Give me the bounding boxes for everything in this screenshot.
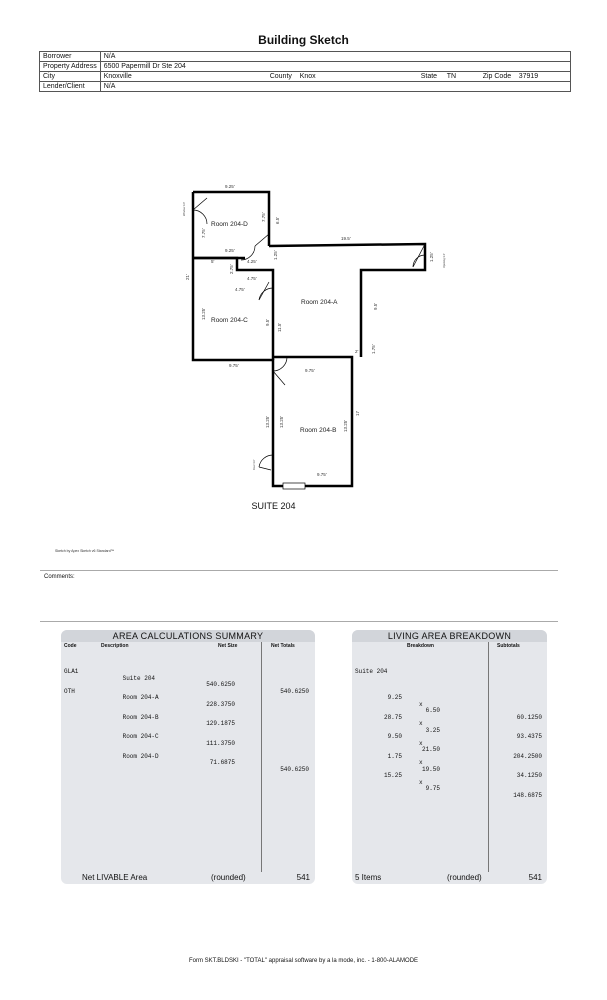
page-title: Building Sketch (258, 33, 349, 47)
living-heading: LIVING AREA BREAKDOWN (352, 630, 547, 642)
dim-c-left: 21' (185, 274, 190, 280)
row-subtotal: 93.4375 (516, 733, 542, 740)
dim-b-17: 17 (355, 410, 360, 416)
table-row (101, 669, 311, 695)
door-swings (193, 198, 425, 489)
row-times: x (419, 778, 423, 786)
code-gla1: GLA1 (64, 668, 79, 675)
row-net: 540.6250 (206, 681, 235, 688)
row-dim-a: 15.25 (383, 772, 402, 779)
row-times: x (419, 720, 423, 727)
area-calc-footer (61, 872, 315, 884)
dim-b-top: 9.75' (305, 368, 315, 373)
row-dim-a: 9.25 (387, 694, 402, 701)
divider (40, 621, 558, 622)
table-row (101, 747, 311, 773)
dim-d-left: 7.75' (201, 228, 206, 238)
row-dim-b: 3.25 (425, 726, 440, 734)
dim-d-right: 7.75' (261, 212, 266, 222)
zip-value: 37919 (516, 72, 571, 82)
rounded-label: (rounded) (211, 873, 246, 882)
dim-c-right: 9.5' (265, 318, 270, 326)
dim-b-1325a: 13.25' (265, 415, 270, 428)
row-dim-b: 19.50 (421, 765, 440, 773)
dim-b-175: 1.75' (371, 344, 376, 354)
comments-label: Comments: (44, 574, 75, 580)
row-times: x (419, 739, 423, 747)
dim-b-bottom: 9.75' (317, 472, 327, 477)
area-rows (101, 656, 311, 773)
dim-d-top: 9.25' (225, 184, 235, 189)
row-dim-a: 1.75 (387, 752, 402, 760)
dim-corr-275: 2.75' (229, 264, 234, 274)
living-rows (355, 656, 545, 799)
zip-label: Zip Code (480, 72, 516, 82)
lender-label: Lender/Client (40, 82, 101, 92)
room-204b-label: Room 204-B (300, 427, 337, 434)
lender-value: N/A (100, 82, 570, 92)
row-dim-a: 28.75 (383, 713, 402, 721)
living-group: Suite 204 (355, 668, 388, 675)
dim-c-475b: 4.75' (235, 287, 245, 292)
sketch-credit: Sketch by Apex Sketch v6 Standard™ (55, 549, 115, 553)
col-subtotals: Subtotals (497, 643, 520, 649)
note-door: Door 3.0' (253, 459, 256, 470)
divider (40, 570, 558, 571)
row-total: 540.6250 (280, 687, 309, 695)
area-codes (64, 656, 78, 708)
dim-a-right-small: 1.25' (273, 250, 278, 260)
borrower-value: N/A (100, 52, 570, 62)
rounded-label: (rounded) (447, 873, 482, 882)
suite-label: SUITE 204 (251, 501, 296, 511)
row-dim-b: 21.50 (421, 746, 440, 753)
living-area-panel (352, 630, 547, 884)
dim-a-right-small-2: 1.25' (429, 252, 434, 262)
row-net: 228.3750 (206, 700, 235, 708)
table-row (101, 689, 311, 708)
row-times: x (419, 759, 423, 766)
row-desc: Room 204-C (122, 733, 159, 740)
state-label: State (418, 72, 444, 82)
col-breakdown: Breakdown (407, 643, 434, 649)
area-calculations-panel (61, 630, 315, 884)
table-row (101, 708, 311, 727)
row-subtotal: 148.6875 (513, 791, 542, 799)
col-net-totals: Net Totals (271, 643, 295, 649)
row-desc: Room 204-A (122, 694, 159, 701)
row-total: 540.6250 (280, 765, 309, 773)
dim-corr-top: 9.25' (225, 248, 235, 253)
dim-a-left: 11.5' (277, 322, 282, 332)
code-oth: OTH (64, 687, 75, 695)
note-opening: Opening 3.0' (443, 253, 446, 268)
living-footer (352, 872, 547, 884)
dim-a-right: 9.5' (373, 302, 378, 310)
dim-corr-425: 4.25' (247, 259, 257, 264)
area-calc-heading: AREA CALCULATIONS SUMMARY (61, 630, 315, 642)
dim-b-1325c: 13.25' (343, 419, 348, 432)
dim-c-bottom: 9.75' (229, 363, 239, 368)
row-subtotal: 60.1250 (516, 713, 542, 721)
living-total-value: 541 (528, 873, 542, 882)
row-net: 129.1875 (206, 720, 235, 727)
dim-c-475a: 4.75' (247, 276, 257, 281)
floor-plan-walls (193, 192, 425, 486)
subject-info-table (39, 51, 571, 92)
row-dim-a: 9.50 (387, 733, 402, 740)
room-204d-label: Room 204-D (211, 221, 248, 228)
dim-corr-5: 5' (211, 259, 215, 264)
dim-d-right2: 6.5' (275, 216, 280, 224)
state-value: TN (444, 72, 480, 82)
col-description: Description (101, 643, 129, 649)
row-dim-b: 9.75 (425, 785, 440, 792)
row-net: 71.6875 (209, 759, 235, 766)
address-value: 6500 Papermill Dr Ste 204 (100, 62, 570, 72)
row-times: x (419, 700, 423, 708)
row-desc: Room 204-D (122, 752, 159, 760)
net-livable-label: Net LIVABLE Area (82, 873, 148, 882)
form-footer: Form SKT.BLDSKI - "TOTAL" appraisal software by a la mode, inc. - 1-800-ALAMODE (188, 958, 419, 964)
row-subtotal: 204.2500 (513, 752, 542, 760)
room-204a-label: Room 204-A (301, 299, 338, 306)
row-dim-b: 6.50 (425, 707, 440, 714)
row-net: 111.3750 (206, 739, 235, 747)
col-net-size: Net Size (218, 643, 238, 649)
city-label: City (40, 72, 101, 82)
borrower-label: Borrower (40, 52, 101, 62)
table-row (101, 728, 311, 747)
col-code: Code (64, 643, 77, 649)
note-window: Window 4.0' (183, 201, 186, 216)
floor-plan-sketch (175, 170, 475, 495)
room-204c-label: Room 204-C (211, 317, 248, 324)
dim-b-1325b: 13.25' (279, 415, 284, 428)
row-subtotal: 34.1250 (516, 772, 542, 779)
county-value: Knox (297, 72, 418, 82)
address-label: Property Address (40, 62, 101, 72)
row-desc: Suite 204 (122, 674, 156, 682)
dim-b-2: 2' (355, 349, 359, 354)
county-label: County (267, 72, 297, 82)
city-value: Knoxville (100, 72, 267, 82)
net-livable-value: 541 (296, 873, 310, 882)
dim-c-left2: 13.25' (201, 307, 206, 320)
dim-a-top: 19.5' (341, 236, 351, 241)
items-count: 5 Items (355, 873, 382, 882)
row-desc: Room 204-B (122, 713, 159, 721)
